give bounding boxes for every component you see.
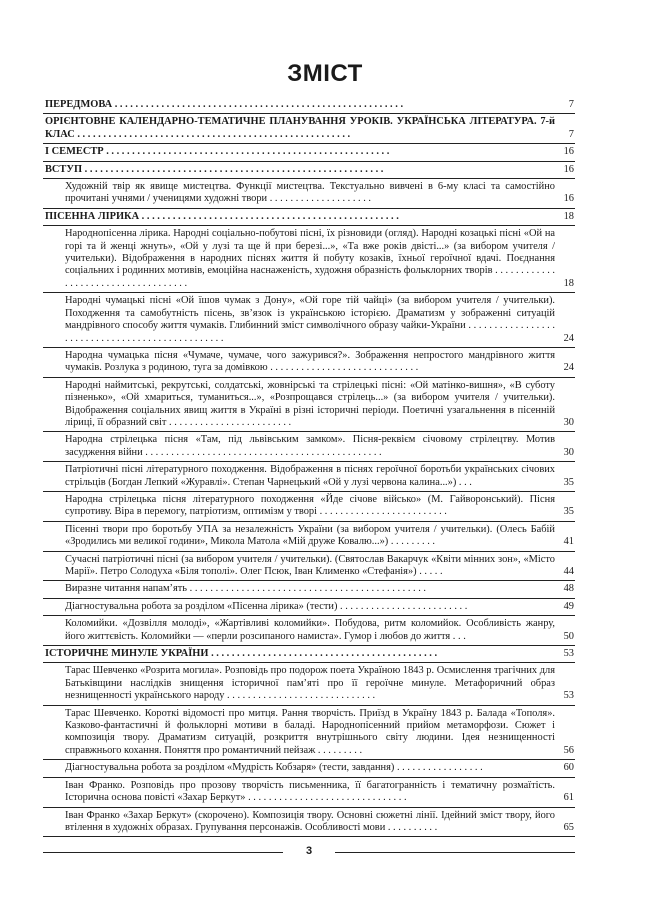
toc-page-number: 48 <box>563 583 574 595</box>
toc-entry-text: Народні наймитські, рекрутські, солдатські, жовнірські та стрілецькі пісні: «Ой матінко-вишня», «В суботу пізненько», «Ой хмариться, туманиться...», «Розпрощався стрілець...» (за вибором учителя / учительки). Відображення соціальних явищ життя в Україні в різні історичні періоди. Поетичні узагальнення в пісенній ліриці, її образний світ . . . . . . . . . . . . . . . . . . . . . . . . <box>65 379 555 428</box>
toc-page-number: 24 <box>563 332 574 344</box>
toc-entry-text: Народна чумацька пісня «Чумаче, чумаче, чого зажурився?». Зображення непростого мандрівного життя чумаків. Розлука з родиною, туга за домівкою . . . . . . . . . . . . . . . . . . . . . . . . . . . . . <box>65 349 555 374</box>
toc-entry-row[interactable] <box>43 808 575 838</box>
toc-section-row[interactable] <box>43 209 575 226</box>
footer-rule-left <box>43 852 283 853</box>
toc-page-number: 65 <box>563 821 574 833</box>
toc-page-number: 7 <box>568 128 574 140</box>
toc-page-number: 30 <box>563 446 574 458</box>
toc-page-number: 24 <box>563 362 574 374</box>
toc-page-number: 53 <box>563 690 574 702</box>
toc-entry-text: Народнопісенна лірика. Народні соціально-побутові пісні, їх різновиди (огляд). Народні козацькі пісні «Ой на горі та й женці жнуть», «Ой у лузі та ще й при березі...», «Та вже років двісті...» (за вибором учителя / учительки). Відображення в народних піснях життя й побуту козаків, їхньої героїчної вдачі. Поєднання соціальних і родинних мотивів, емоційна наснаженість, художня образність фольклорних творів . . . . . . . . . . . . . . . . . . . . . . . . . . . . . . . . . . . . <box>65 228 555 289</box>
footer-rule-right <box>335 852 575 853</box>
toc-page-number: 44 <box>563 566 574 577</box>
toc-entry-row[interactable] <box>43 432 575 462</box>
toc-entry-text: ІСТОРИЧНЕ МИНУЛЕ УКРАЇНИ . . . . . . . . . . . . . . . . . . . . . . . . . . . . . . . . . . . . . . . . . . . . <box>45 648 438 660</box>
toc-section-row[interactable] <box>43 162 575 179</box>
toc-entry-text: Народна стрілецька пісня «Там, під львівським замком». Пісня-реквієм січовому стрілецтву. Мотив засудження війни . . . . . . . . . . . . . . . . . . . . . . . . . . . . . . . . . . . . . . . . . . . . . . <box>65 434 555 458</box>
toc-entry-text: Діагностувальна робота за розділом «Мудрість Кобзаря» (тести, завдання) . . . . . . . . . . . . . . . . . <box>65 762 483 774</box>
toc-entry-text: Іван Франко. Розповідь про прозову творчість письменника, її багатогранність і тематичну розмаїтість. Історична основа повісті «Захар Беркут» . . . . . . . . . . . . . . . . . . . . . . . . . . . . . . . <box>65 779 555 804</box>
toc-entry-row[interactable] <box>43 616 575 646</box>
toc-entry-text: Пісенні твори про боротьбу УПА за незалежність України (за вибором учителя / учительки). (Олесь Бабій «Зродились ми великої години», Микола Матола «Мій друже Ковалю...») . . . . . . . . . <box>65 523 555 548</box>
toc-section-row[interactable] <box>43 114 575 144</box>
toc-entry-text: Виразне читання напам’ять . . . . . . . . . . . . . . . . . . . . . . . . . . . . . . . . . . . . . . . . . . . . . . <box>65 583 427 595</box>
toc-entry-text: Художній твір як явище мистецтва. Функції мистецтва. Текстуально вивчені в 6-му класі та самостійно прочитані учнями / ученицями художні твори . . . . . . . . . . . . . . . . . . . . <box>65 181 555 205</box>
toc-page-number: 35 <box>563 506 574 518</box>
toc-entry-row[interactable] <box>43 179 575 209</box>
toc-entry-row[interactable] <box>43 462 575 492</box>
toc-page-number: 56 <box>563 744 574 756</box>
toc-entry-row[interactable] <box>43 492 575 522</box>
toc-entry-row[interactable] <box>43 599 575 616</box>
toc-page-number: 16 <box>563 193 574 205</box>
toc-page-number: 7 <box>568 99 574 110</box>
toc-entry-text: Тарас Шевченко. Короткі відомості про митця. Рання творчість. Приїзд в Україну 1843 р. Балада «Тополя». Казково-фантастичні й фольклорні мотиви в баладі. Народнопісенний прийом метаморфози. Сюжет і композиція твору. Драматизм ситуацій, розкриття внутрішнього світу людини. Ідея незнищенності справжнього кохання. Поняття про романтичний пейзаж . . . . . . . . . <box>65 707 555 756</box>
toc-page-number: 16 <box>563 146 574 158</box>
toc-page-number: 61 <box>563 792 574 804</box>
toc-section-row[interactable] <box>43 97 575 114</box>
toc-entry-row[interactable] <box>43 378 575 433</box>
toc-page-number: 18 <box>563 210 574 222</box>
toc-entry-text: Патріотичні пісні літературного походження. Відображення в піснях героїчної боротьби українських січових стрільців (Богдан Лепкий «Журавлі». Степан Чарнецький «Ой у лузі червона калина...») . . . <box>65 464 555 488</box>
toc-page-number: 30 <box>563 416 574 428</box>
toc-entry-text: І СЕМЕСТР . . . . . . . . . . . . . . . . . . . . . . . . . . . . . . . . . . . . . . . . . . . . . . . . . . . . . . . <box>45 146 390 158</box>
toc-entry-text: Коломийки. «Дозвілля молоді», «Жартівливі коломийки». Побудова, ритм коломийок. Особливість жанру, його життєвість. Коломийки — «перли розсипаного намиста». Гумор і любов до життя . . . <box>65 618 555 642</box>
toc-entry-text: ПІСЕННА ЛІРИКА . . . . . . . . . . . . . . . . . . . . . . . . . . . . . . . . . . . . . . . . . . . . . . . . . . <box>45 210 399 222</box>
toc-page-number: 16 <box>563 163 574 175</box>
toc-section-row[interactable] <box>43 144 575 161</box>
toc-entry-row[interactable] <box>43 663 575 705</box>
toc-page-number: 35 <box>563 476 574 488</box>
toc-entry-text: ВСТУП . . . . . . . . . . . . . . . . . . . . . . . . . . . . . . . . . . . . . . . . . . . . . . . . . . . . . . . . . . <box>45 163 384 175</box>
table-of-contents <box>43 97 575 837</box>
toc-entry-row[interactable] <box>43 226 575 293</box>
toc-entry-row[interactable] <box>43 778 575 808</box>
toc-entry-text: Діагностувальна робота за розділом «Пісенна лірика» (тести) . . . . . . . . . . . . . . . . . . . . . . . . . <box>65 600 468 612</box>
page-title: ЗМІСТ <box>287 60 363 87</box>
toc-entry-row[interactable] <box>43 581 575 598</box>
toc-page-number: 41 <box>563 536 574 548</box>
page-number: 3 <box>305 845 313 857</box>
toc-entry-row[interactable] <box>43 293 575 348</box>
toc-entry-row[interactable] <box>43 706 575 761</box>
toc-entry-text: Іван Франко «Захар Беркут» (скорочено). Композиція твору. Основні сюжетні лінії. Ідейний зміст твору, його втілення в художніх образах. Групування персонажів. Особливості мови . . . . . . . . . . <box>65 809 555 833</box>
toc-entry-text: Тарас Шевченко «Розрита могила». Розповідь про подорож поета Україною 1843 р. Осмислення трагічних для Батьківщини наслідків знищення історичної пам’яті про її героїчне минуле. Метафоричний образ незнищенності українського народу . . . . . . . . . . . . . . . . . . . . . . . . . . . . . <box>65 665 555 702</box>
toc-entry-text: Народні чумацькі пісні «Ой їшов чумак з Дону», «Ой горе тій чайці» (за вибором учителя / учительки). Походження та самобутність пісень, зв’язок із українською історією. Драматизм у зображенні ситуацій мандрівного способу життя чумаків. Глибинний зміст символічного образу чайки-України . . . . . . . . . . . . . . . . . . . . . . . . . . . . . . . . . . . . . . . . . . . . . . . . <box>65 295 555 344</box>
toc-entry-text: ОРІЄНТОВНЕ КАЛЕНДАРНО-ТЕМАТИЧНЕ ПЛАНУВАННЯ УРОКІВ. УКРАЇНСЬКА ЛІТЕРАТУРА. 7-й КЛАС . . . . . . . . . . . . . . . . . . . . . . . . . . . . . . . . . . . . . . . . . . . . . . . . . . . . . <box>45 116 555 140</box>
toc-entry-text: ПЕРЕДМОВА . . . . . . . . . . . . . . . . . . . . . . . . . . . . . . . . . . . . . . . . . . . . . . . . . . . . . . . . <box>45 99 404 110</box>
page-footer <box>43 846 575 858</box>
toc-entry-text: Сучасні патріотичні пісні (за вибором учителя / учительки). (Святослав Вакарчук «Квіти мінних зон», «Місто Марії». Петро Солодуха «Біля тополі». Олег Псюк, Іван Клименко «Стефанія») . . . . . <box>65 553 555 577</box>
toc-section-row[interactable] <box>43 646 575 663</box>
toc-page-number: 53 <box>563 648 574 660</box>
toc-entry-row[interactable] <box>43 552 575 582</box>
toc-entry-row[interactable] <box>43 522 575 552</box>
toc-page-number: 49 <box>563 600 574 612</box>
toc-page-number: 60 <box>563 762 574 774</box>
toc-entry-row[interactable] <box>43 348 575 378</box>
toc-entry-text: Народна стрілецька пісня літературного походження «Йде січове військо» (М. Гайворонський). Пісня супротиву. Віра в перемогу, патріотизм, оптимізм у творі . . . . . . . . . . . . . . . . . . . . . . . . . <box>65 493 555 518</box>
toc-page-number: 18 <box>563 277 574 289</box>
toc-entry-row[interactable] <box>43 760 575 777</box>
toc-page-number: 50 <box>563 630 574 642</box>
